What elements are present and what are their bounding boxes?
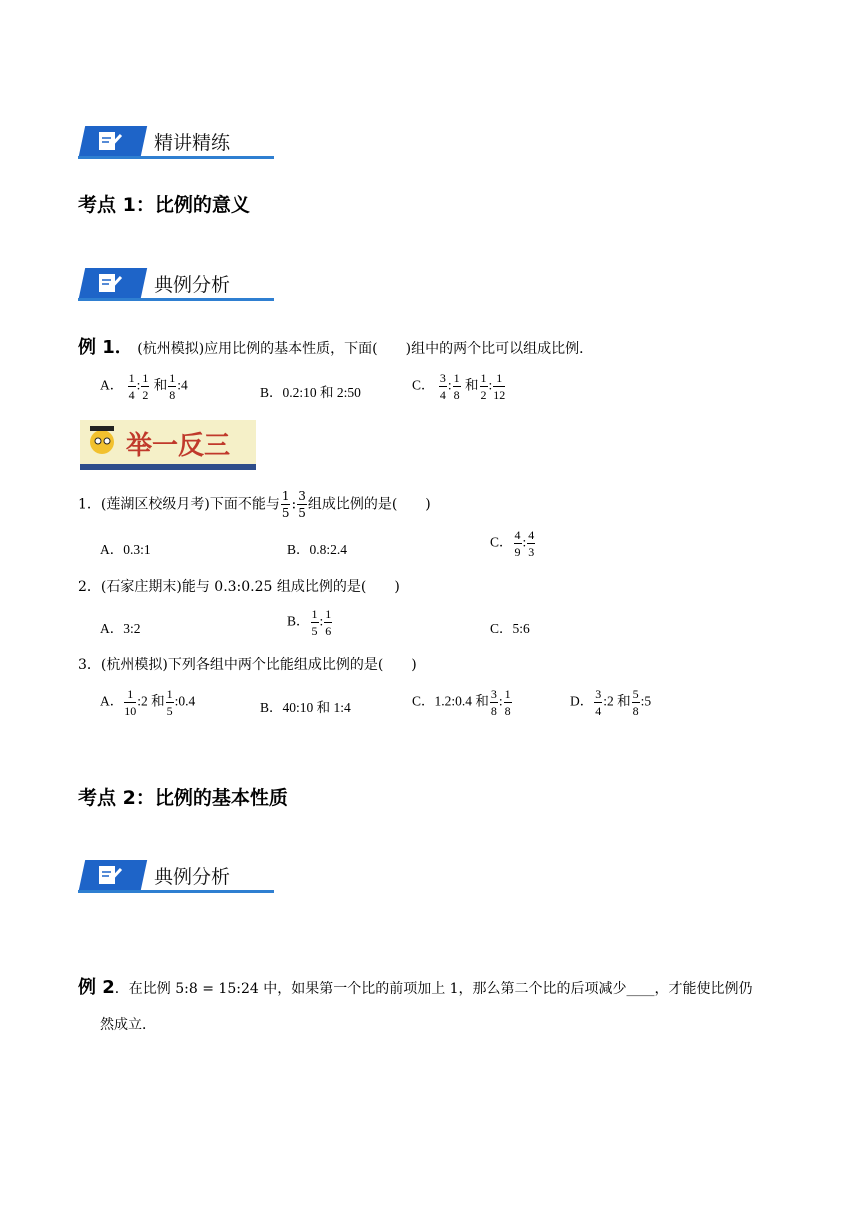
fraction: $\frac{1}{5}$ — [166, 687, 173, 718]
fraction: $\frac{4}{9}$ — [514, 528, 521, 559]
example-1 — [78, 333, 593, 359]
question-text: 1．(莲湖区校级月考)下面不能与 — [78, 496, 280, 513]
question-1: 1．(莲湖区校级月考)下面不能与 $\frac{1}{5}$ : $\frac{3}{5}$ 组成比例的是( ) — [78, 489, 431, 520]
example-2-line-2: 然成立． — [100, 1017, 156, 1033]
fraction: $\frac{1}{8}$ — [453, 371, 460, 402]
conj: 和 — [153, 377, 168, 393]
fraction: $\frac{1}{12}$ — [493, 371, 506, 402]
example-1-option-c: C． $\frac{3}{4}$ : $\frac{1}{8}$ 和 $\frac{1}{2}$ : $\frac{1}{12}$ — [412, 371, 506, 402]
section-header-dianli-2 — [78, 860, 278, 894]
fraction: $\frac{3}{4}$ — [595, 687, 602, 718]
fraction: $\frac{1}{6}$ — [325, 607, 332, 638]
section-header-jingjiang — [78, 126, 278, 160]
question-1-option-a: A．0.3:1 — [100, 542, 151, 557]
fraction: $\frac{1}{2}$ — [142, 371, 149, 402]
example-dot: ． — [114, 337, 133, 358]
fraction: $\frac{1}{8}$ — [169, 371, 176, 402]
question-3: 3．(杭州模拟)下列各组中两个比能组成比例的是( ) — [78, 657, 417, 673]
section-title: 精讲精练 — [154, 132, 231, 154]
example-1-option-b: B．0.2:10 和 2:50 — [260, 385, 361, 400]
question-3-option-d: D． $\frac{3}{4}$ :2 和 $\frac{5}{8}$ :5 — [570, 687, 652, 718]
fraction: $\frac{1}{8}$ — [504, 687, 511, 718]
question-2-option-b: B． $\frac{1}{5}$ : $\frac{1}{6}$ — [287, 607, 332, 638]
question-2: 2．(石家庄期末)能与 0.3:0.25 组成比例的是( ) — [78, 579, 400, 595]
header-underline — [78, 890, 274, 893]
question-2-option-a: A．3:2 — [100, 621, 141, 636]
option-text: 0.2:10 和 2:50 — [282, 385, 361, 400]
kaodian-1-title: 考点 1：比例的意义 — [78, 194, 250, 216]
section-title: 典例分析 — [154, 274, 231, 296]
example-1-option-a: A． $\frac{1}{4}$ : $\frac{1}{2}$ 和 $\frac{1}{8}$ :4 — [100, 371, 188, 402]
example-2 — [78, 973, 753, 999]
fraction: $\frac{3}{8}$ — [490, 687, 497, 718]
notepad-pencil-icon — [96, 129, 124, 153]
fraction: $\frac{3}{5}$ — [298, 489, 306, 520]
question-2-option-c: C．5:6 — [490, 621, 530, 636]
notepad-pencil-icon — [96, 863, 124, 887]
fraction: $\frac{1}{5}$ — [311, 607, 318, 638]
example-label: 例 2 — [78, 977, 115, 998]
question-text-tail: 组成比例的是( ) — [307, 496, 431, 513]
question-1-option-c: C． $\frac{4}{9}$ : $\frac{4}{3}$ — [490, 528, 535, 559]
banner-text: 举一反三 — [126, 431, 231, 461]
fraction: $\frac{4}{3}$ — [528, 528, 535, 559]
question-1-option-b: B．0.8:2.4 — [287, 542, 348, 557]
fraction: $\frac{1}{5}$ — [281, 489, 290, 520]
example-2-line-1: ．在比例 5:8 = 15:24 中，如果第一个比的前项加上 1，那么第二个比的后项减少____，才能使比例仍 — [114, 981, 753, 997]
header-underline — [78, 156, 274, 159]
option-tail: :4 — [177, 377, 188, 393]
kaodian-2-title: 考点 2：比例的基本性质 — [78, 787, 288, 809]
header-underline — [78, 298, 274, 301]
example-1-text: (杭州模拟)应用比例的基本性质，下面( )组中的两个比可以组成比例． — [137, 341, 594, 357]
notepad-pencil-icon — [96, 271, 124, 295]
example-label: 例 1 — [78, 337, 115, 358]
section-title: 典例分析 — [154, 866, 231, 888]
fraction: $\frac{1}{2}$ — [480, 371, 487, 402]
fraction: $\frac{1}{4}$ — [128, 371, 135, 402]
juyifansan-banner — [80, 420, 256, 470]
section-header-dianli — [78, 268, 278, 302]
fraction: $\frac{3}{4}$ — [439, 371, 446, 402]
question-3-option-c: C．1.2:0.4 和 $\frac{3}{8}$ : $\frac{1}{8}$ — [412, 687, 511, 718]
option-letter: A． — [100, 377, 124, 393]
question-3-option-b: B．40:10 和 1:4 — [260, 700, 351, 715]
fraction: $\frac{5}{8}$ — [632, 687, 639, 718]
fraction: $\frac{1}{10}$ — [124, 687, 137, 718]
question-3-option-a: A． $\frac{1}{10}$ :2 和 $\frac{1}{5}$ :0.4 — [100, 687, 196, 718]
